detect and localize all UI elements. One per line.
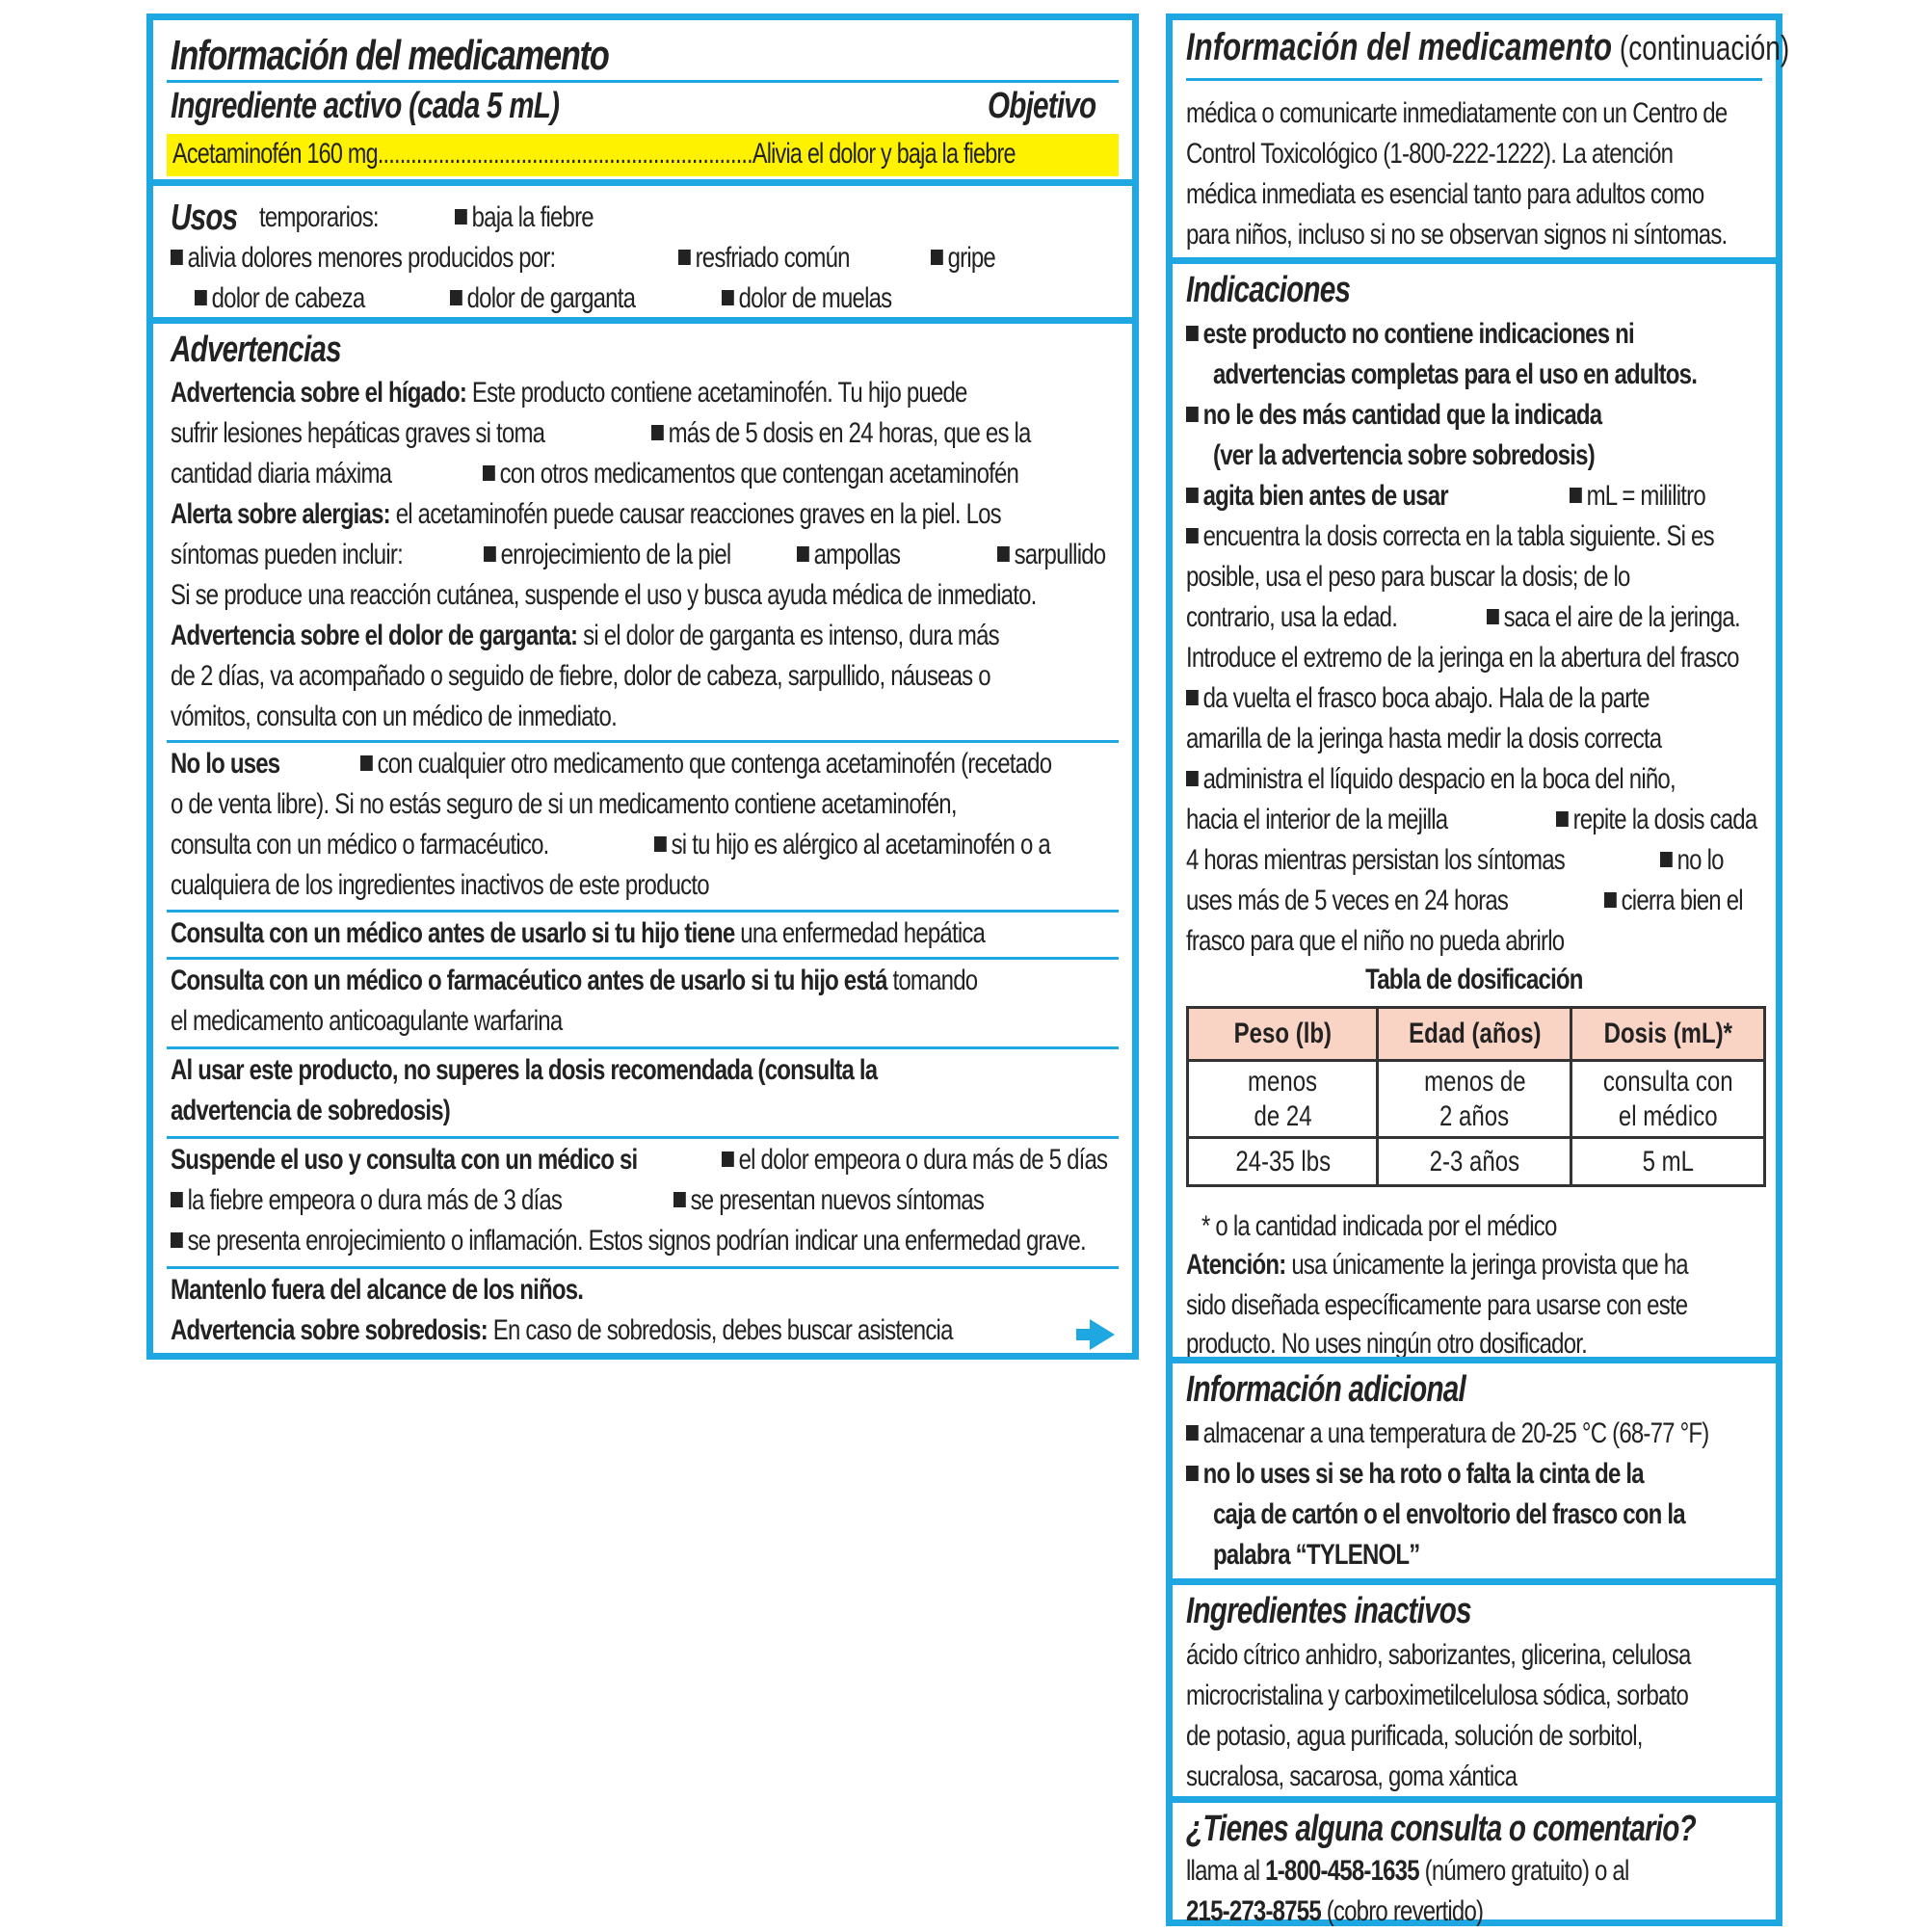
allergy-item-redness: enrojecimiento de la piel [484, 535, 730, 575]
inactive-line3: de potasio, agua purificada, solución de sorbitol, [1186, 1720, 1643, 1752]
use-item-flu: gripe [931, 238, 995, 278]
allergy-item-blisters: ampollas [797, 535, 900, 575]
active-ingredient-highlight [167, 134, 1119, 176]
direction-4d: saca el aire de la jeringa. [1487, 597, 1740, 638]
drug-facts-header [153, 20, 1132, 179]
inactive-line1: ácido cítrico anhidro, saborizantes, glicerina, celulosa [1186, 1639, 1691, 1671]
allergy-alert-line2: síntomas pueden incluir: [171, 539, 403, 570]
continued-line2: Control Toxicológico (1-800-222-1222). La atención [1186, 138, 1674, 170]
drug-facts-panel-right [1166, 13, 1790, 1927]
uses-temp: temporarios: [259, 201, 379, 233]
continue-arrow-tail [1076, 1329, 1090, 1340]
dosing-cell: menos de 2 años [1378, 1061, 1571, 1138]
do-not-use-item2: si tu hijo es alérgico al acetaminofén o a [654, 825, 1050, 865]
use-item-fever: baja la fiebre [455, 198, 594, 238]
liver-warning-item1: más de 5 dosis en 24 horas, que es la [651, 413, 1031, 454]
keep-out-of-reach: Mantenlo fuera del alcance de los niños. [171, 1274, 584, 1306]
questions-section [1173, 1796, 1776, 1926]
do-not-use-line1: No lo uses [171, 748, 280, 780]
dosing-footnote: * o la cantidad indicada por el médico [1201, 1210, 1557, 1242]
throat-warning-line2: de 2 días, va acompañado o seguido de fiebre, dolor de cabeza, sarpullido, náuseas o [171, 660, 990, 692]
inactive-ingredients-title: Ingredientes inactivos [1186, 1591, 1471, 1631]
direction-7b: hacia el interior de la mejilla [1186, 804, 1448, 835]
direction-1b: advertencias completas para el uso en adultos. [1213, 358, 1698, 390]
when-using-line1: Al usar este producto, no superes la dosis recomendada (consulta la [171, 1054, 878, 1086]
direction-9b: cierra bien el [1604, 881, 1743, 921]
when-using-line2: advertencia de sobredosis) [171, 1095, 450, 1126]
do-not-use-line3: consulta con un médico o farmacéutico. [171, 829, 549, 860]
dosing-cell: consulta con el médico [1571, 1061, 1765, 1138]
toll-free-number[interactable]: 1-800-458-1635 [1265, 1855, 1419, 1887]
direction-2b: (ver la advertencia sobre sobredosis) [1213, 439, 1595, 471]
warnings-section [153, 317, 1132, 1360]
warnings-title: Advertencias [171, 330, 341, 370]
direction-6b: amarilla de la jeringa hasta medir la dosis correcta [1186, 723, 1662, 754]
dosing-table-title: Tabla de dosificación [1365, 964, 1583, 995]
dosing-cell: menos de 24 [1188, 1061, 1378, 1138]
uses-title: Usos [171, 198, 238, 238]
drug-facts-panel-left [146, 13, 1139, 1360]
allergy-item-rash: sarpullido [997, 535, 1105, 575]
dosing-header-dose: Dosis (mL)* [1571, 1008, 1765, 1061]
direction-6: da vuelta el frasco boca abajo. Hala de la parte [1186, 678, 1650, 719]
collect-number[interactable]: 215-273-8755 [1186, 1895, 1321, 1927]
direction-10: frasco para que el niño no pueda abrirlo [1186, 925, 1565, 957]
direction-9: uses más de 5 veces en 24 horas [1186, 885, 1509, 916]
dosing-cell: 24-35 lbs [1188, 1138, 1378, 1186]
other-info-section [1173, 1357, 1776, 1578]
direction-4: encuentra la dosis correcta en la tabla siguiente. Si es [1186, 516, 1714, 557]
dosing-table [1186, 1006, 1766, 1187]
attention-line3: producto. No uses ningún otro dosificador. [1186, 1328, 1588, 1360]
continued-line4: para niños, incluso si no se observan signos ni síntomas. [1186, 219, 1728, 251]
dosing-header-weight: Peso (lb) [1188, 1008, 1378, 1061]
questions-line1: llama al 1-800-458-1635 (número gratuito) o al [1186, 1855, 1629, 1887]
allergy-alert-line3: Si se produce una reacción cutánea, suspende el uso y busca ayuda médica de inmediato. [171, 579, 1037, 611]
do-not-use-line4: cualquiera de los ingredientes inactivos de este producto [171, 869, 709, 901]
attention-line2: sido diseñada específicamente para usarse con este [1186, 1289, 1688, 1321]
continued-section [1173, 20, 1790, 257]
dosing-cell: 2-3 años [1378, 1138, 1571, 1186]
other-info-2b: caja de cartón o el envoltorio del frasco con la [1213, 1498, 1685, 1530]
other-info-2: no lo uses si se ha roto o falta la cinta de la [1186, 1454, 1644, 1495]
liver-warning-line1: Advertencia sobre el hígado: Este producto contiene acetaminofén. Tu hijo puede [171, 377, 967, 409]
continued-line3: médica inmediata es esencial tanto para adultos como [1186, 178, 1704, 210]
direction-8b: no lo [1660, 840, 1724, 881]
active-ingredient-header: Ingrediente activo (cada 5 mL) [171, 86, 560, 126]
use-item-cold: resfriado común [678, 238, 850, 278]
purpose-header: Objetivo [988, 86, 1096, 126]
liver-warning-line2: sufrir lesiones hepáticas graves si toma [171, 417, 545, 449]
direction-1: este producto no contiene indicaciones ni [1186, 314, 1634, 355]
direction-3: agita bien antes de usar [1186, 476, 1448, 516]
dosing-header-age: Edad (años) [1378, 1008, 1571, 1061]
use-item-throat: dolor de garganta [450, 278, 635, 319]
liver-warning-line3: cantidad diaria máxima [171, 458, 392, 490]
use-item-headache: dolor de cabeza [195, 278, 364, 319]
do-not-use-line2: o de venta libre). Si no estás seguro de si un medicamento contiene acetaminofén, [171, 788, 957, 820]
direction-4c: contrario, usa la edad. [1186, 601, 1398, 633]
questions-title: ¿Tienes alguna consulta o comentario? [1186, 1809, 1696, 1849]
direction-7c: repite la dosis cada [1556, 800, 1756, 840]
inactive-line2: microcristalina y carboximetilcelulosa sódica, sorbato [1186, 1680, 1689, 1711]
use-item-pain: alivia dolores menores producidos por: [171, 238, 555, 278]
allergy-alert-line1: Alerta sobre alergias: el acetaminofén puede causar reacciones graves en la piel. Los [171, 498, 1001, 530]
ask-pharmacist-line2: el medicamento anticoagulante warfarina [171, 1005, 563, 1037]
direction-3b: mL = mililitro [1570, 476, 1705, 516]
stop-use-item3: se presentan nuevos síntomas [673, 1180, 984, 1221]
throat-warning-line1: Advertencia sobre el dolor de garganta: si el dolor de garganta es intenso, dura más [171, 620, 999, 651]
dosing-cell: 5 mL [1571, 1138, 1765, 1186]
stop-use-line1: Suspende el uso y consulta con un médico si [171, 1144, 638, 1176]
do-not-use-item1: con cualquier otro medicamento que contenga acetaminofén (recetado [360, 744, 1051, 784]
throat-warning-line3: vómitos, consulta con un médico de inmediato. [171, 701, 617, 732]
directions-title: Indicaciones [1186, 270, 1351, 310]
directions-section [1173, 257, 1776, 1360]
use-item-tooth: dolor de muelas [722, 278, 891, 319]
other-info-1: almacenar a una temperatura de 20-25 °C (68-77 °F) [1186, 1414, 1708, 1454]
continued-line1: médica o comunicarte inmediatamente con un Centro de [1186, 97, 1728, 129]
liver-warning-item2: con otros medicamentos que contengan acetaminofén [483, 454, 1018, 494]
uses-section [153, 179, 1132, 317]
stop-use-item1: el dolor empeora o dura más de 5 días [722, 1140, 1107, 1180]
direction-7: administra el líquido despacio en la boca del niño, [1186, 759, 1676, 800]
ask-pharmacist-line1: Consulta con un médico o farmacéutico antes de usarlo si tu hijo está tomando [171, 965, 978, 996]
questions-line2: 215-273-8755 (cobro revertido) [1186, 1895, 1484, 1927]
attention-line1: Atención: usa únicamente la jeringa provista que ha [1186, 1249, 1688, 1281]
inactive-line4: sucralosa, sacarosa, goma xántica [1186, 1760, 1518, 1792]
direction-4b: posible, usa el peso para buscar la dosis; de lo [1186, 561, 1630, 593]
other-info-title: Información adicional [1186, 1369, 1465, 1410]
overdose-warning: Advertencia sobre sobredosis: En caso de sobredosis, debes buscar asistencia [171, 1314, 953, 1346]
direction-2: no le des más cantidad que la indicada [1186, 395, 1601, 436]
inactive-ingredients-section [1173, 1578, 1776, 1796]
direction-5: Introduce el extremo de la jeringa en la abertura del frasco [1186, 642, 1739, 674]
active-ingredient-line: Acetaminofén 160 mg....................................................................Alivia el dolor y baja la fiebre [172, 138, 1016, 170]
ask-doctor: Consulta con un médico antes de usarlo si tu hijo tiene una enfermedad hepática [171, 917, 986, 949]
continued-title: Información del medicamento (continuación) [1186, 26, 1790, 68]
stop-use-item4: se presenta enrojecimiento o inflamación. Estos signos podrían indicar una enfermedad grave. [171, 1221, 1086, 1261]
stop-use-item2: la fiebre empeora o dura más de 3 días [171, 1180, 562, 1221]
continue-arrow-icon [1090, 1319, 1115, 1350]
direction-8: 4 horas mientras persistan los síntomas [1186, 844, 1565, 876]
other-info-2c: palabra “TYLENOL” [1213, 1539, 1420, 1571]
drug-facts-title: Información del medicamento [171, 32, 609, 79]
